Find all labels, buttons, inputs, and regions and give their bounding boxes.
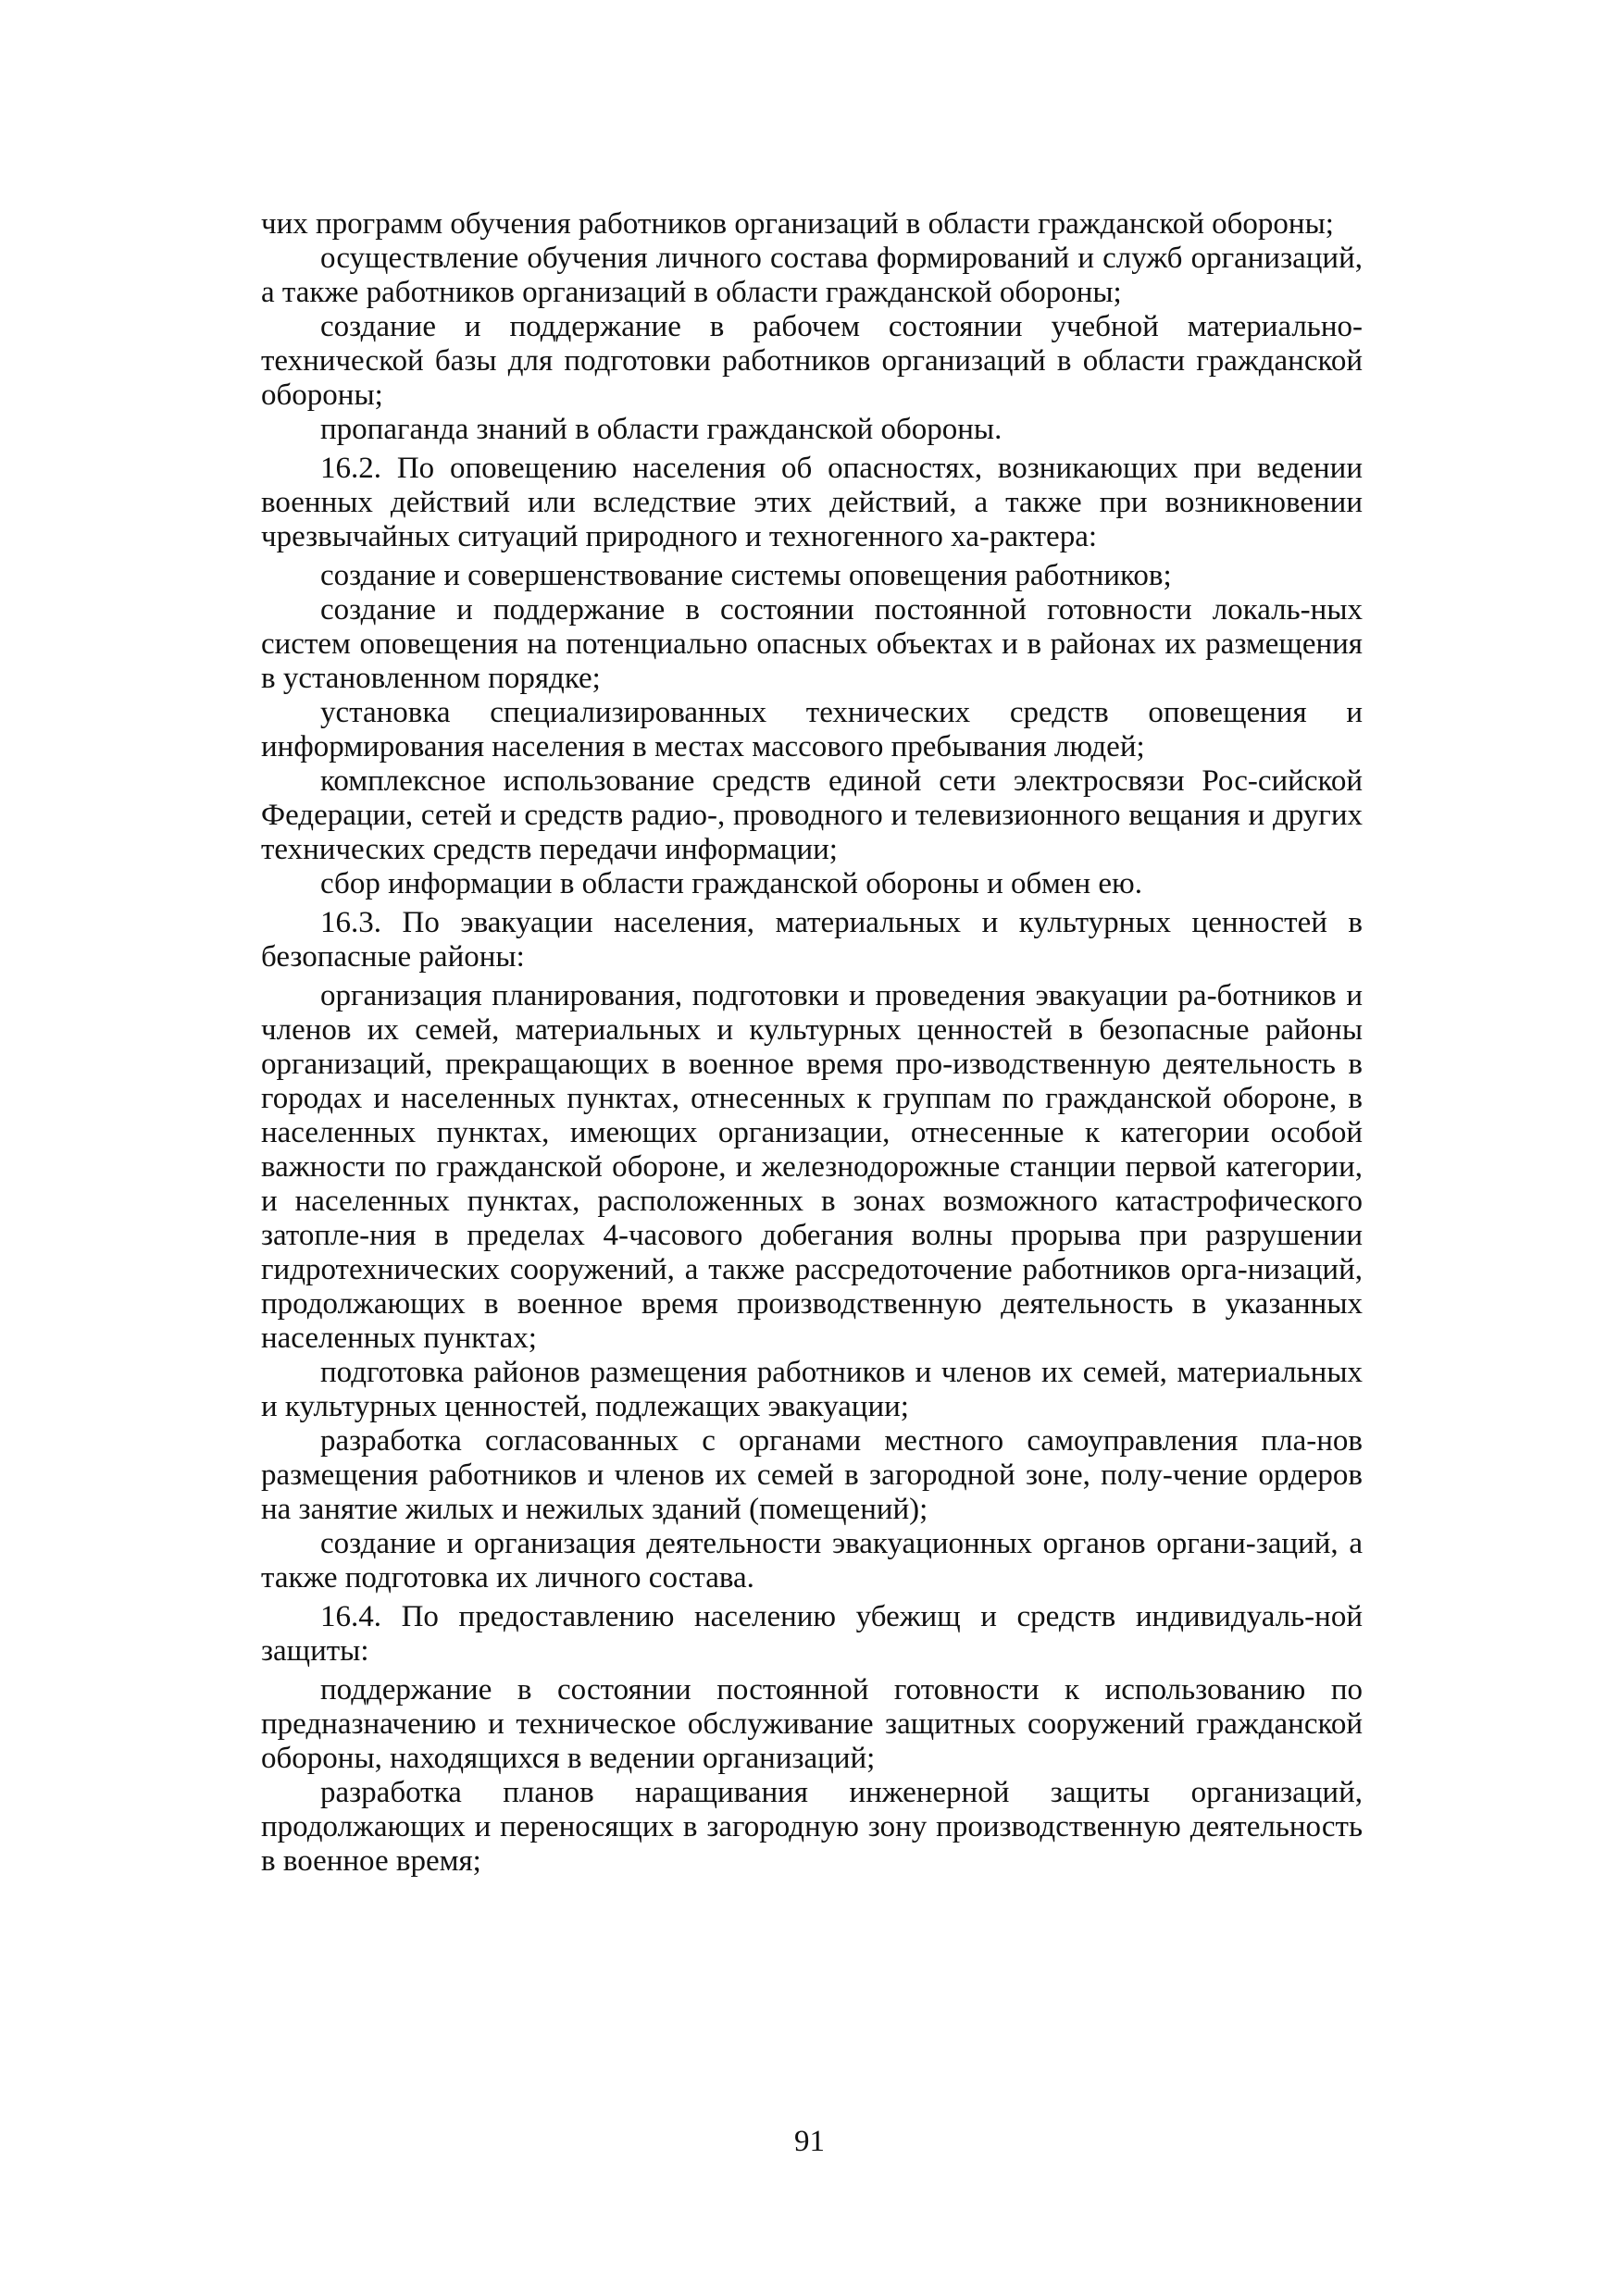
list-item: разработка согласованных с органами местного самоуправления пла-нов размещения работников и членов их семей в загородной зоне, полу-чение ордеров на занятие жилых и нежилых зданий (помещений);	[261, 1424, 1363, 1526]
page-text	[261, 207, 1363, 1879]
section-heading-16-4: 16.4. По предоставлению населению убежищ и средств индивидуаль-ной защиты:	[261, 1600, 1363, 1668]
list-item: разработка планов наращивания инженерной защиты организаций, продолжающих и переносящих в загородную зону производственную деятельность в военное время;	[261, 1776, 1363, 1878]
list-item: организация планирования, подготовки и проведения эвакуации ра-ботников и членов их семей, материальных и культурных ценностей в безопасные районы организаций, прекращающих в военное время про-изводственную деятельность в городах и населенных пунктах, отнесенных к группам по гражданской обороне, в населенных пунктах, имеющих организации, отнесенные к категории особой важности по гражданской обороне, и железнодорожные станции первой категории, и населенных пунктах, расположенных в зонах возможного катастрофического затопле-ния в пределах 4-часового добегания волны прорыва при разрушении гидротехнических сооружений, а также рассредоточение работников орга-низаций, продолжающих в военное время производственную деятельность в указанных населенных пунктах;	[261, 979, 1363, 1355]
list-item: создание и совершенствование системы оповещения работников;	[320, 559, 1172, 592]
list-item: поддержание в состоянии постоянной готовности к использованию по предназначению и техническое обслуживание защитных сооружений гражданской обороны, находящихся в ведении организаций;	[261, 1673, 1363, 1775]
list-item: установка специализированных технических средств оповещения и информирования населения в местах массового пребывания людей;	[261, 696, 1363, 763]
page-number: 91	[794, 2125, 825, 2158]
paragraph-continuation: чих программ обучения работников организаций в области гражданской обороны;	[261, 207, 1334, 241]
list-item: создание и поддержание в состоянии постоянной готовности локаль-ных систем оповещения на потенциально опасных объектах и в районах их размещения в установленном порядке;	[261, 593, 1363, 695]
section-heading-16-2: 16.2. По оповещению населения об опасностях, возникающих при ведении военных действий или вследствие этих действий, а также при возникновении чрезвычайных ситуаций природного и техногенного ха-рактера:	[261, 452, 1363, 553]
section-heading-16-3: 16.3. По эвакуации населения, материальных и культурных ценностей в безопасные районы:	[261, 906, 1363, 974]
list-item: подготовка районов размещения работников и членов их семей, материальных и культурных ценностей, подлежащих эвакуации;	[261, 1356, 1363, 1423]
list-item: создание и поддержание в рабочем состоянии учебной материально-технической базы для подготовки работников организаций в области гражданской обороны;	[261, 310, 1363, 412]
list-item: комплексное использование средств единой сети электросвязи Рос-сийской Федерации, сетей и средств радио-, проводного и телевизионного вещания и других технических средств передачи информации;	[261, 764, 1363, 866]
list-item: сбор информации в области гражданской обороны и обмен ею.	[320, 867, 1142, 900]
list-item: пропаганда знаний в области гражданской обороны.	[320, 413, 1003, 446]
list-item: создание и организация деятельности эвакуационных органов органи-заций, а также подготовка их личного состава.	[261, 1527, 1363, 1595]
list-item: осуществление обучения личного состава формирований и служб организаций, а также работников организаций в области гражданской обороны;	[261, 242, 1363, 309]
